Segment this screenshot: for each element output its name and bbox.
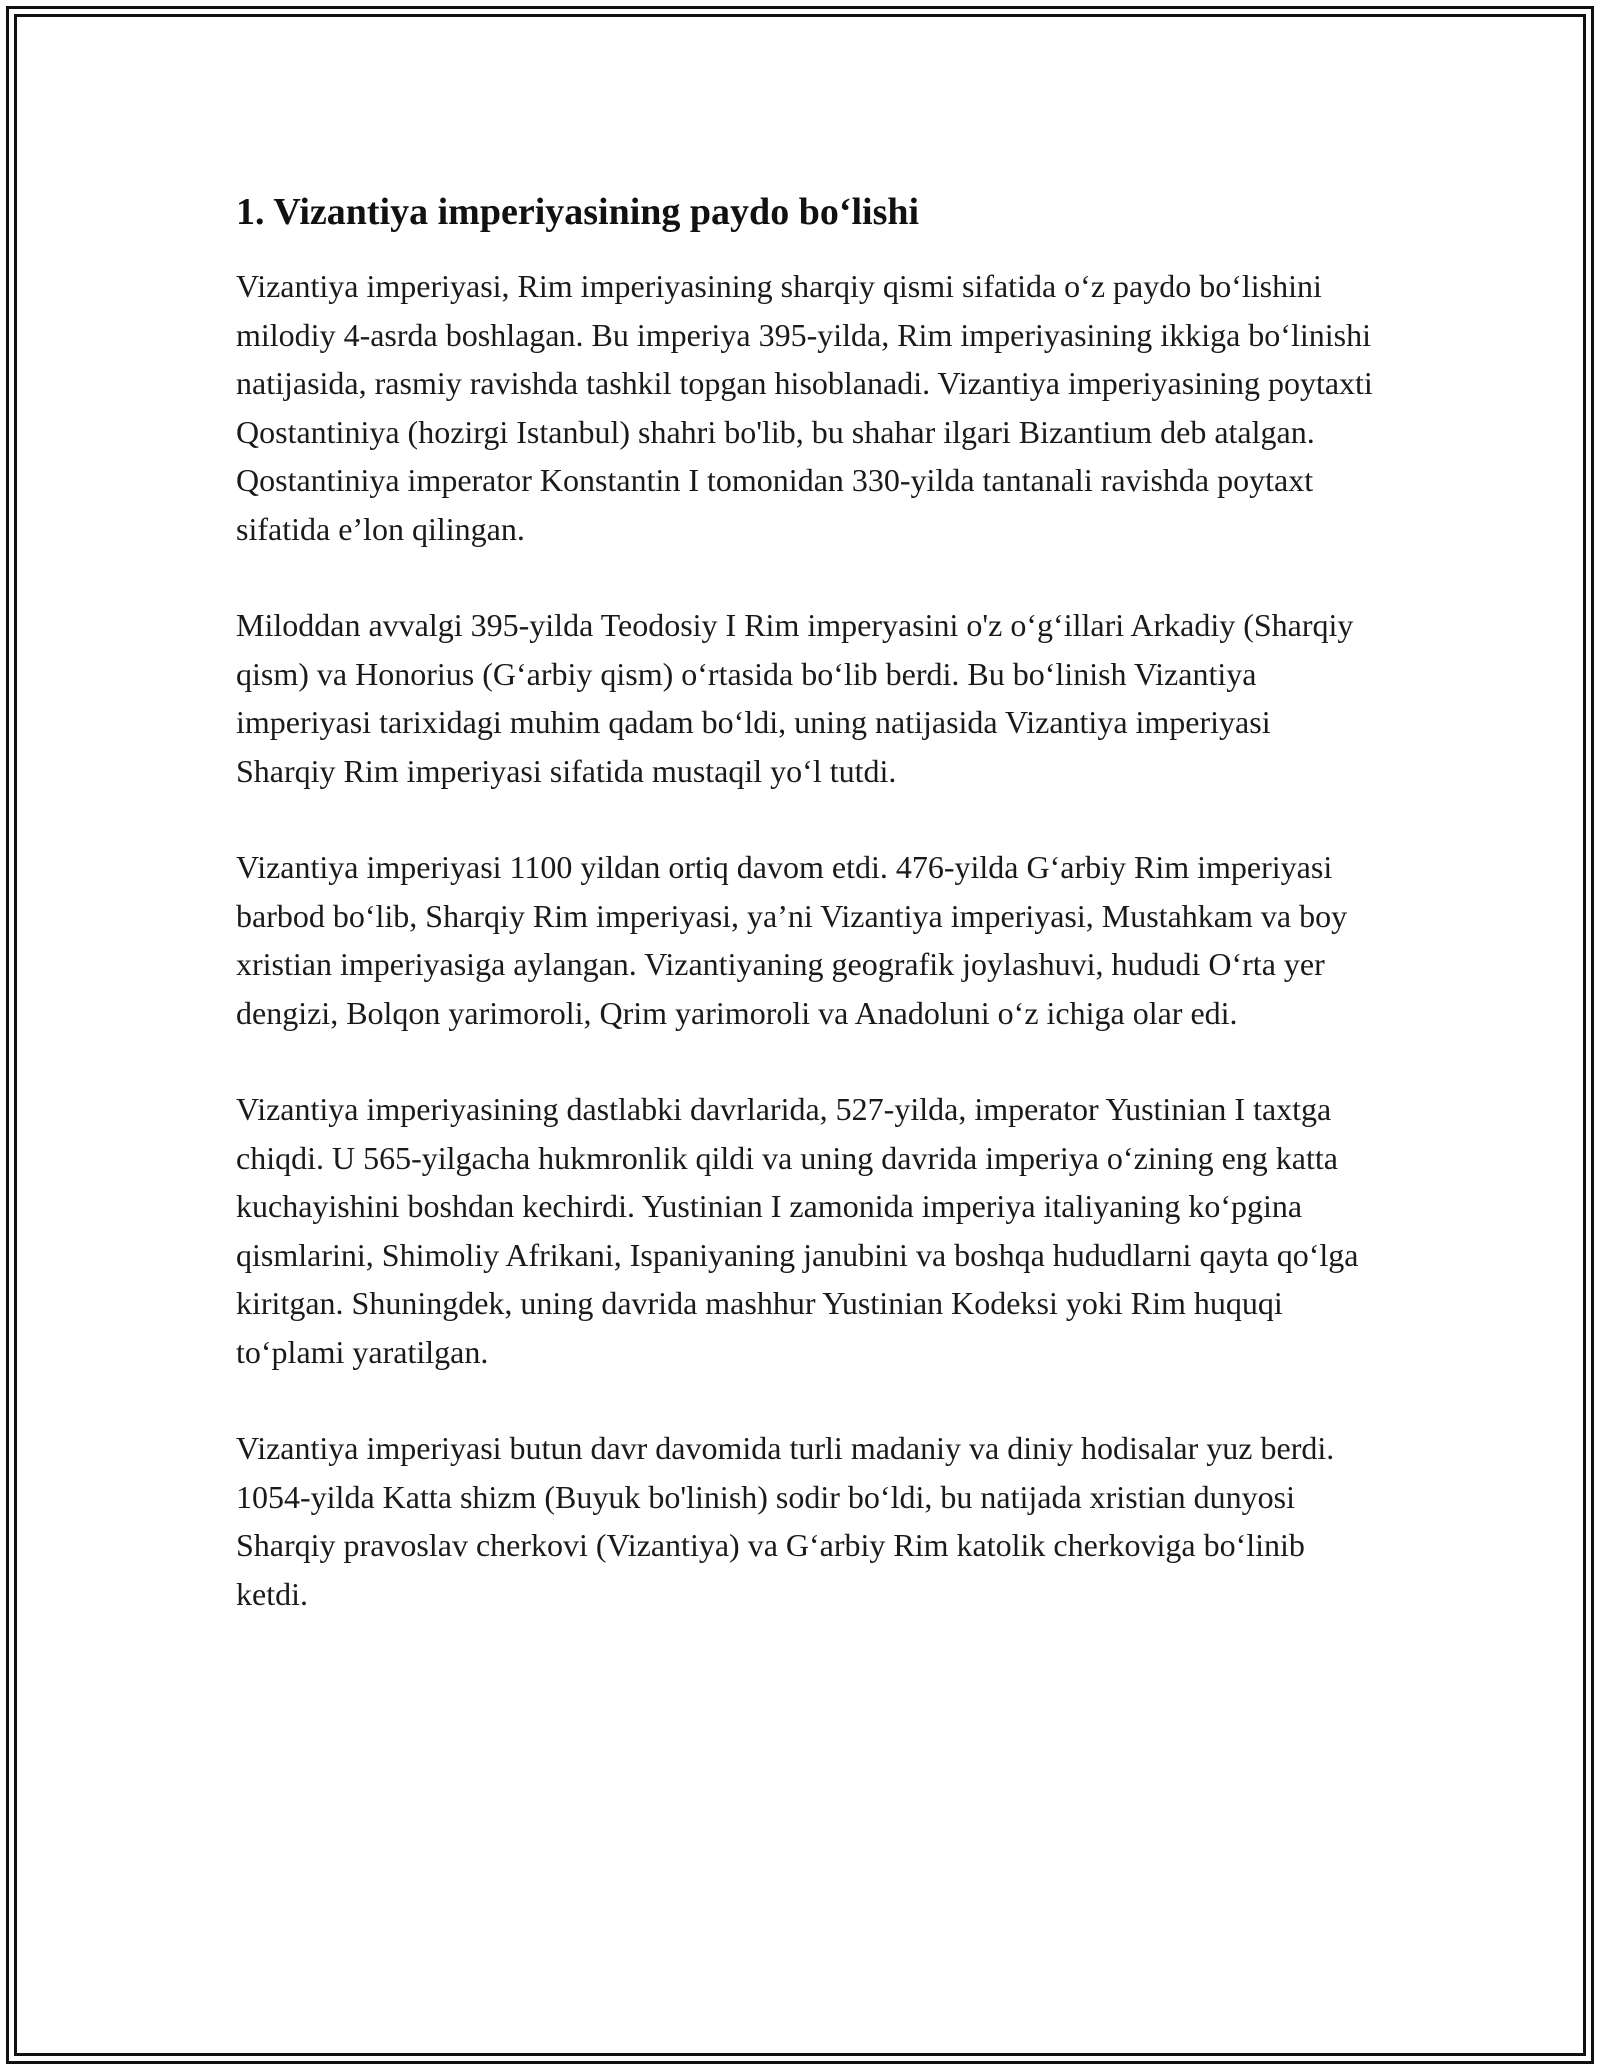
paragraph-origin: Vizantiya imperiyasi, Rim imperiyasining sharqiy qismi sifatida o‘z paydo bo‘lishini milodiy 4-asrda boshlagan. Bu imperiya 395-yilda, Rim imperiyasining ikkiga bo‘linishi natijasida, rasmiy ravishda tashkil topgan hisoblanadi. Vizantiya imperiyasining poytaxti Qostantiniya (hozirgi Istanbul) shahri bo'lib, bu shahar ilgari Bizantium deb atalgan. Qostantiniya imperator Konstantin I tomonidan 330-yilda tantanali ravishda poytaxt sifatida e’lon qilingan. (236, 268, 1373, 547)
paragraph-schism: Vizantiya imperiyasi butun davr davomida turli madaniy va diniy hodisalar yuz berdi. 1054-yilda Katta shizm (Buyuk bo'linish) sodir bo‘ldi, bu natijada xristian dunyosi Sharqiy pravoslav cherkovi (Vizantiya) va G‘arbiy Rim katolik cherkoviga bo‘linib ketdi. (236, 1430, 1335, 1612)
section-heading: 1. Vizantiya imperiyasining paydo bo‘lishi (236, 191, 920, 233)
paragraph-duration: Vizantiya imperiyasi 1100 yildan ortiq davom etdi. 476-yilda G‘arbiy Rim imperiyasi barbod bo‘lib, Sharqiy Rim imperiyasi, ya’ni Vizantiya imperiyasi, Mustahkam va boy xristian imperiyasiga aylangan. Vizantiyaning geografik joylashuvi, hududi O‘rta yer dengizi, Bolqon yarimoroli, Qrim yarimoroli va Anadoluni o‘z ichiga olar edi. (236, 849, 1348, 1031)
paragraph-division: Miloddan avvalgi 395-yilda Teodosiy I Rim imperyasini o'z o‘g‘illari Arkadiy (Sharqiy qism) va Honorius (G‘arbiy qism) o‘rtasida bo‘lib berdi. Bu bo‘linish Vizantiya imperiyasi tarixidagi muhim qadam bo‘ldi, uning natijasida Vizantiya imperiyasi Sharqiy Rim imperiyasi sifatida mustaqil yo‘l tutdi. (236, 607, 1354, 789)
document-body (236, 188, 1376, 1666)
paragraph-justinian: Vizantiya imperiyasining dastlabki davrlarida, 527-yilda, imperator Yustinian I taxtga chiqdi. U 565-yilgacha hukmronlik qildi va uning davrida imperiya o‘zining eng katta kuchayishini boshdan kechirdi. Yustinian I zamonida imperiya italiyaning ko‘pgina qismlarini, Shimoliy Afrikani, Ispaniyaning janubini va boshqa hududlarni qayta qo‘lga kiritgan. Shuningdek, uning davrida mashhur Yustinian Kodeksi yoki Rim huquqi to‘plami yaratilgan. (236, 1091, 1359, 1370)
